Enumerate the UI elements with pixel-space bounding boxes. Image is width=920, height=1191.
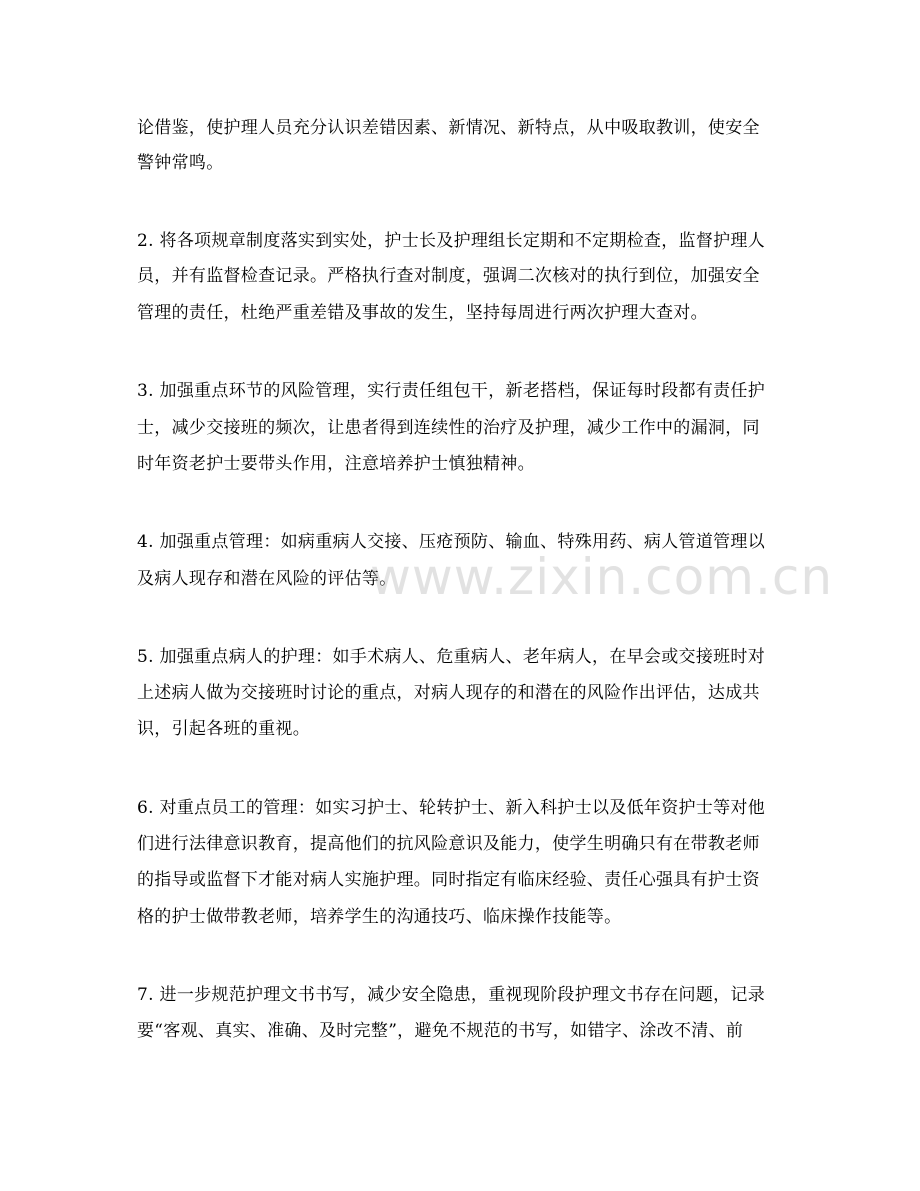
- watermark-text: www.zixin.com.cn: [370, 548, 834, 606]
- paragraph-2-line-2: 员，并有监督检查记录。严格执行查对制度，强调二次核对的执行到位，加强安全: [137, 266, 760, 286]
- paragraph-4-line-2: 及病人现存和潜在风险的评估等。: [137, 569, 397, 589]
- paragraph-6-line-2: 们进行法律意识教育，提高他们的抗风险意识及能力，使学生明确只有在带教老师: [137, 834, 760, 854]
- paragraph-7-line-1: 7. 进一步规范护理文书书写，减少安全隐患，重视现阶段护理文书存在问题，记录: [137, 985, 766, 1005]
- paragraph-5-line-1: 5. 加强重点病人的护理：如手术病人、危重病人、老年病人，在早会或交接班时对: [137, 647, 766, 667]
- paragraph-1-line-2: 警钟常鸣。: [137, 153, 224, 173]
- paragraph-6-line-3: 的指导或监督下才能对病人实施护理。同时指定有临床经验、责任心强具有护士资: [137, 870, 760, 890]
- paragraph-2-line-1: 2. 将各项规章制度落实到实处，护士长及护理组长定期和不定期检查，监督护理人: [137, 231, 766, 251]
- paragraph-5-line-2: 上述病人做为交接班时讨论的重点，对病人现存的和潜在的风险作出评估，达成共: [137, 683, 760, 703]
- paragraph-6-line-4: 格的护士做带教老师，培养学生的沟通技巧、临床操作技能等。: [137, 907, 622, 927]
- paragraph-7-line-2: 要“客观、真实、准确、及时完整”，避免不规范的书写，如错字、涂改不清、前: [137, 1021, 744, 1041]
- paragraph-3-line-1: 3. 加强重点环节的风险管理，实行责任组包干，新老搭档，保证每时段都有责任护: [137, 381, 766, 401]
- paragraph-3-line-2: 士，减少交接班的频次，让患者得到连续性的治疗及护理，减少工作中的漏洞，同: [137, 418, 760, 438]
- paragraph-1-line-1: 论借鉴，使护理人员充分认识差错因素、新情况、新特点，从中吸取教训，使安全: [137, 118, 760, 138]
- paragraph-5-line-3: 识，引起各班的重视。: [137, 719, 310, 739]
- paragraph-4-line-1: 4. 加强重点管理：如病重病人交接、压疮预防、输血、特殊用药、病人管道管理以: [137, 532, 766, 552]
- paragraph-2-line-3: 管理的责任，杜绝严重差错及事故的发生，坚持每周进行两次护理大查对。: [137, 303, 708, 323]
- paragraph-3-line-3: 时年资老护士要带头作用，注意培养护士慎独精神。: [137, 454, 535, 474]
- paragraph-6-line-1: 6. 对重点员工的管理：如实习护士、轮转护士、新入科护士以及低年资护士等对他: [137, 798, 766, 818]
